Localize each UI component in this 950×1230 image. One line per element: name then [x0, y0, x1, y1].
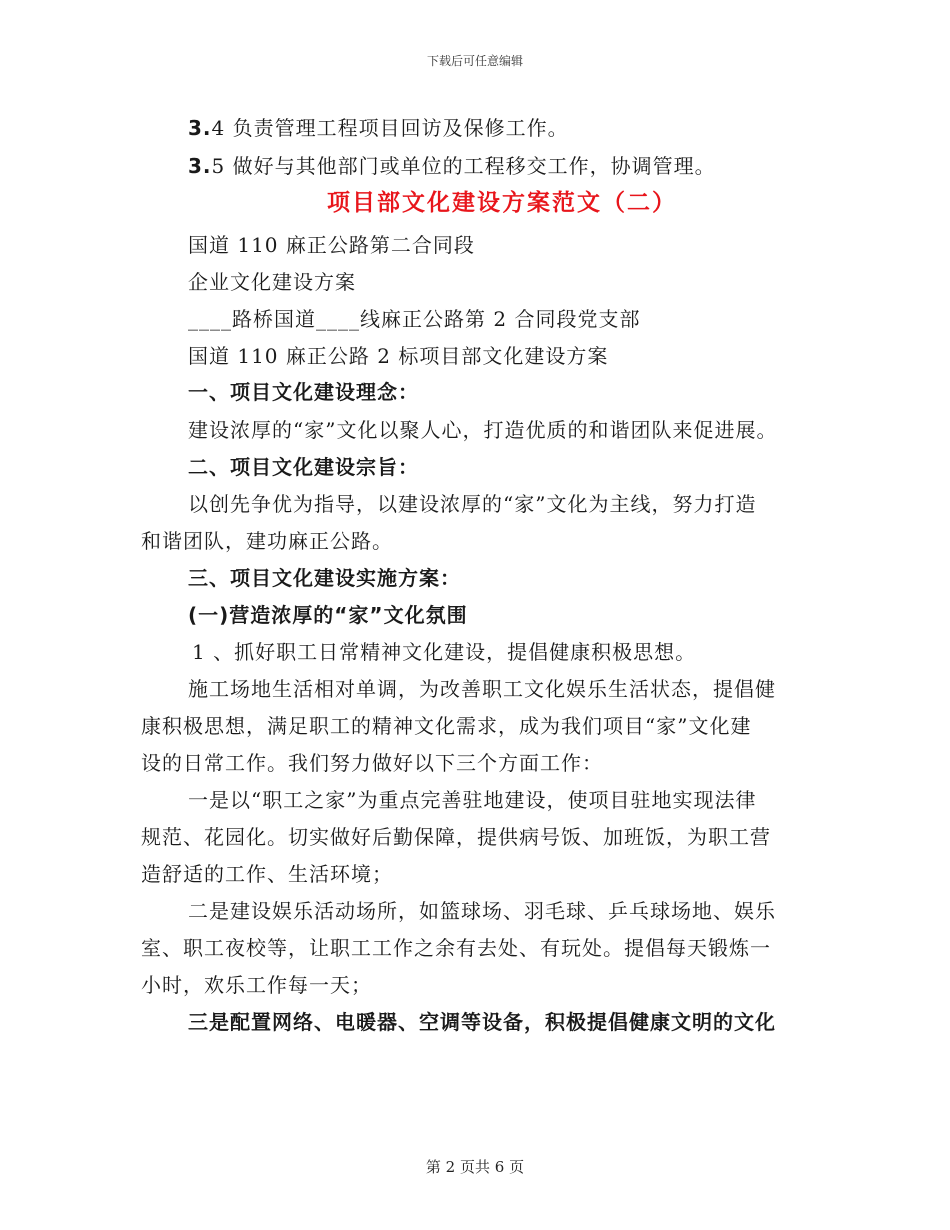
paragraph-line: 建设浓厚的“家”文化以聚人心，打造优质的和谐团队来促进展。	[188, 418, 778, 442]
intro-line: 企业文化建设方案	[188, 270, 356, 294]
paragraph-line: 和谐团队，建功麻正公路。	[141, 529, 393, 553]
intro-line: ____路桥国道____线麻正公路第 2 合同段党支部	[188, 307, 641, 331]
section-heading: 一、项目文化建设理念：	[188, 380, 419, 404]
paragraph-line: 二是建设娱乐活动场所，如篮球场、羽毛球、乒乓球场地、娱乐	[188, 899, 776, 923]
paragraph-line: 小时，欢乐工作每一天；	[141, 973, 372, 997]
item-number: 3.	[188, 116, 212, 140]
intro-line: 国道 110 麻正公路第二合同段	[188, 233, 475, 257]
item-text: 5 做好与其他部门或单位的工程移交工作，协调管理。	[211, 154, 716, 178]
page-footer: 第 2 页共 6 页	[425, 1158, 525, 1176]
text-line	[188, 156, 716, 176]
document-title: 项目部文化建设方案范文（二）	[327, 190, 677, 216]
item-text: 4 负责管理工程项目回访及保修工作。	[211, 116, 569, 140]
paragraph-line: 三是配置网络、电暖器、空调等设备，积极提倡健康文明的文化	[188, 1010, 776, 1034]
paragraph-line: 设的日常工作。我们努力做好以下三个方面工作：	[141, 751, 603, 775]
list-item: 1 、抓好职工日常精神文化建设，提倡健康积极思想。	[192, 640, 697, 664]
page-header: 下载后可任意编辑	[426, 54, 523, 68]
paragraph-line: 康积极思想，满足职工的精神文化需求，成为我们项目“家”文化建	[141, 714, 752, 738]
paragraph-line: 规范、花园化。切实做好后勤保障，提供病号饭、加班饭，为职工营	[141, 825, 771, 849]
section-heading: 三、项目文化建设实施方案：	[188, 566, 461, 590]
intro-line: 国道 110 麻正公路 2 标项目部文化建设方案	[188, 344, 609, 368]
paragraph-line: 一是以“职工之家”为重点完善驻地建设，使项目驻地实现法律	[188, 788, 757, 812]
paragraph-line: 以创先争优为指导，以建设浓厚的“家”文化为主线，努力打造	[188, 492, 757, 516]
section-heading: 二、项目文化建设宗旨：	[188, 455, 419, 479]
paragraph-line: 室、职工夜校等，让职工工作之余有去处、有玩处。提倡每天锻炼一	[141, 936, 771, 960]
subsection-heading: (一)营造浓厚的“家”文化氛围	[188, 603, 468, 627]
item-number: 3.	[188, 154, 212, 178]
paragraph-line: 造舒适的工作、生活环境；	[141, 862, 393, 886]
text-line	[188, 118, 569, 138]
paragraph-line: 施工场地生活相对单调，为改善职工文化娱乐生活状态，提倡健	[188, 677, 776, 701]
